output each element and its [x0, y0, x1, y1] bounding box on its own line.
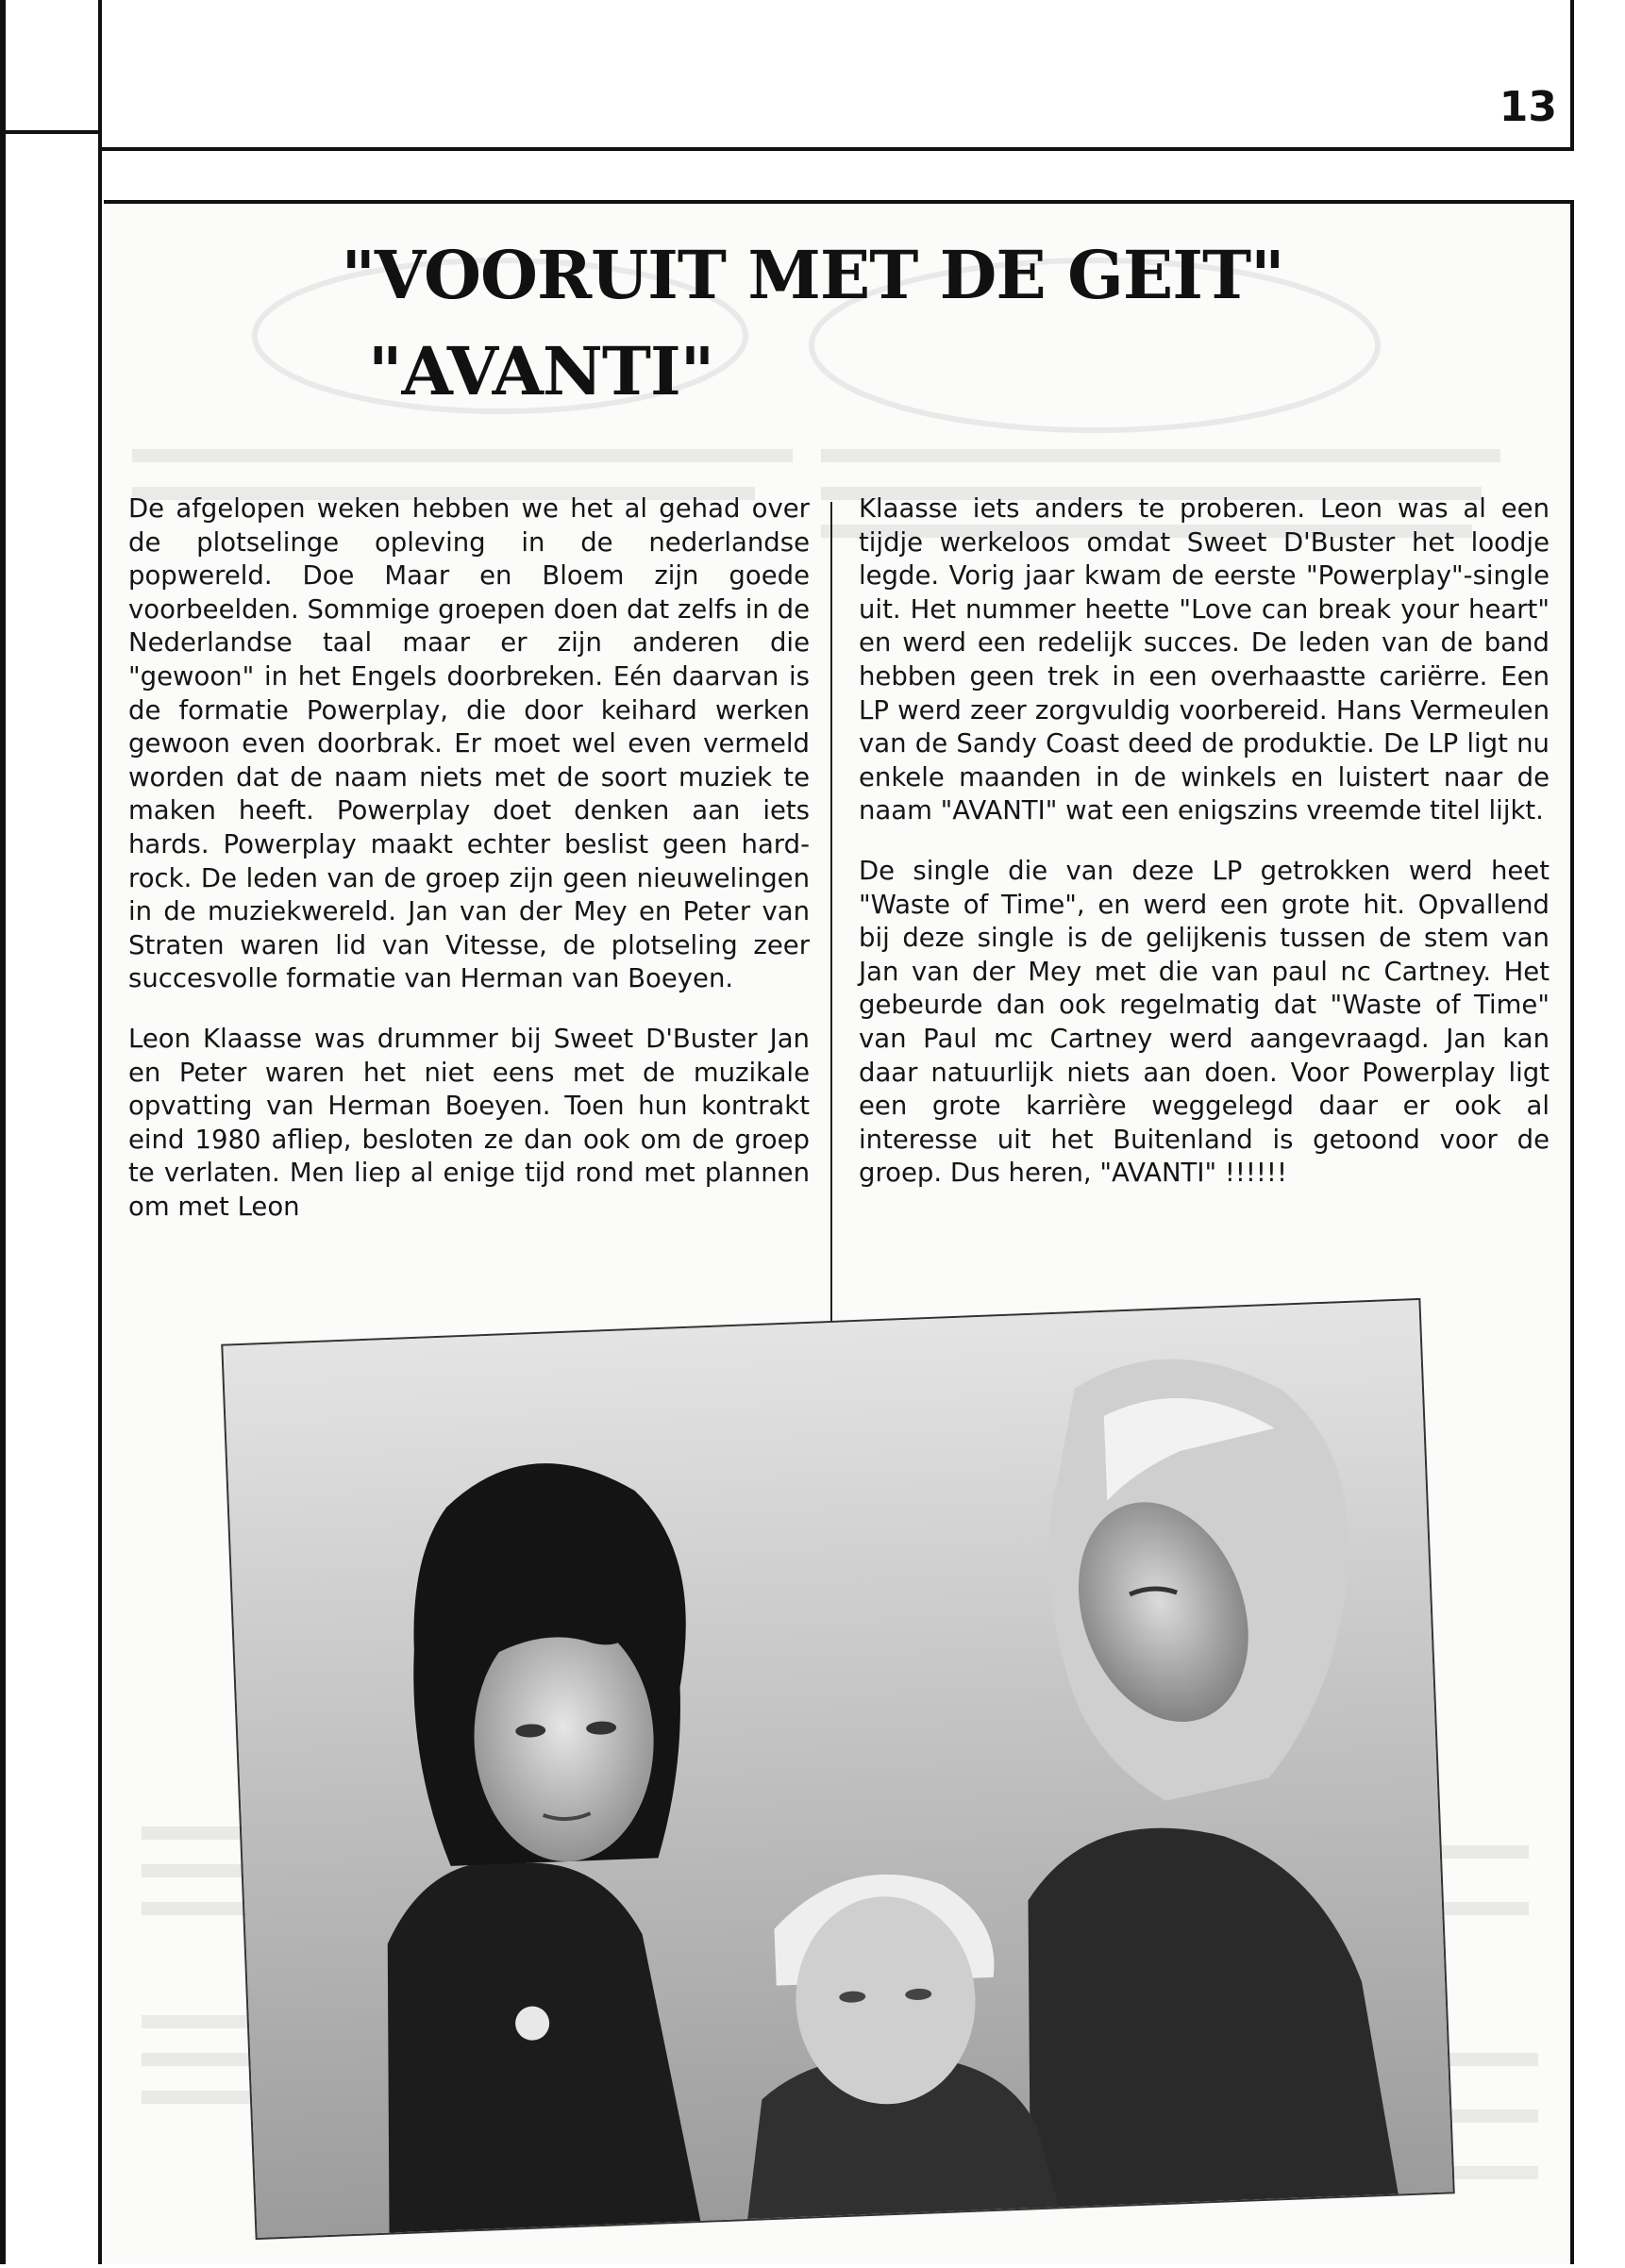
band-photo [223, 1300, 1452, 2238]
paragraph: De single die van deze LP getrokken werd heet "Waste of Time", en werd een grote hit. Opvallend bij deze single is de gelijkenis tussen de stem van Jan van der Mey met die van paul nc Cartney. Het gebeurde dan ook regelmatig dat "Waste of Time" van Paul mc Cartney werd aangevraagd. Jan kan daar natuurlijk niets aan doen. Voor Powerplay ligt een grote karrière weggelegd daar er ook al interesse uit het Buitenland is getoond voor de groep. Dus heren, "AVANTI" !!!!!! [859, 855, 1550, 1189]
article-column-right [859, 492, 1550, 1217]
margin-tick-rule [0, 130, 102, 134]
article-subheadline: "AVANTI" [368, 332, 714, 410]
column-divider [830, 502, 832, 1342]
paragraph: De afgelopen weken hebben we het al gehad over de plotselinge opleving in de nederlandse popwereld. Doe Maar en Bloem zijn goede voorbeelden. Sommige groepen doen dat zelfs in de Nederlandse taal maar er zijn anderen die "gewoon" in het Engels doorbreken. Eén daarvan is de formatie Powerplay, die door keihard werken gewoon even doorbrak. Er moet wel even vermeld worden dat de naam niets met de soort muziek te maken heeft. Powerplay doet denken aan iets hards. Powerplay maakt echter beslist geen hard-rock. De leden van de groep zijn geen nieuwelingen in de muziekwereld. Jan van der Mey en Peter van Straten waren lid van Vitesse, de plotseling zeer succesvolle formatie van Herman van Boeyen. [128, 493, 810, 994]
article-column-left [128, 492, 810, 1250]
left-margin-rule [98, 0, 102, 2264]
header-right-rule [1570, 0, 1574, 151]
page-number: 13 [1499, 83, 1557, 131]
paragraph: Klaasse iets anders te proberen. Leon was al een tijdje werkeloos omdat Sweet D'Buster het loodje legde. Vorig jaar kwam de eerste "Powerplay"-single uit. Het nummer heette "Love can break your heart" en werd een redelijk succes. De leden van de band hebben geen trek in een overhaastte cariërre. Een LP werd zeer zorgvuldig voorbereid. Hans Vermeulen van de Sandy Coast deed de produktie. De LP ligt nu enkele maanden in de winkels en luistert naar de naam "AVANTI" wat een enigszins vreemde titel lijkt. [859, 493, 1550, 826]
article-headline: "VOORUIT MET DE GEIT" [341, 236, 1284, 314]
band-photo-illustration [223, 1300, 1452, 2238]
paragraph: Leon Klaasse was drummer bij Sweet D'Buster Jan en Peter waren het niet eens met de muzikale opvatting van Herman Boeyen. Toen hun kontrakt eind 1980 afliep, besloten ze dan ook om de groep te verlaten. Men liep al enige tijd rond met plannen om met Leon [128, 1023, 810, 1222]
page-edge-rule [0, 0, 6, 2264]
header-rule [98, 147, 1574, 151]
